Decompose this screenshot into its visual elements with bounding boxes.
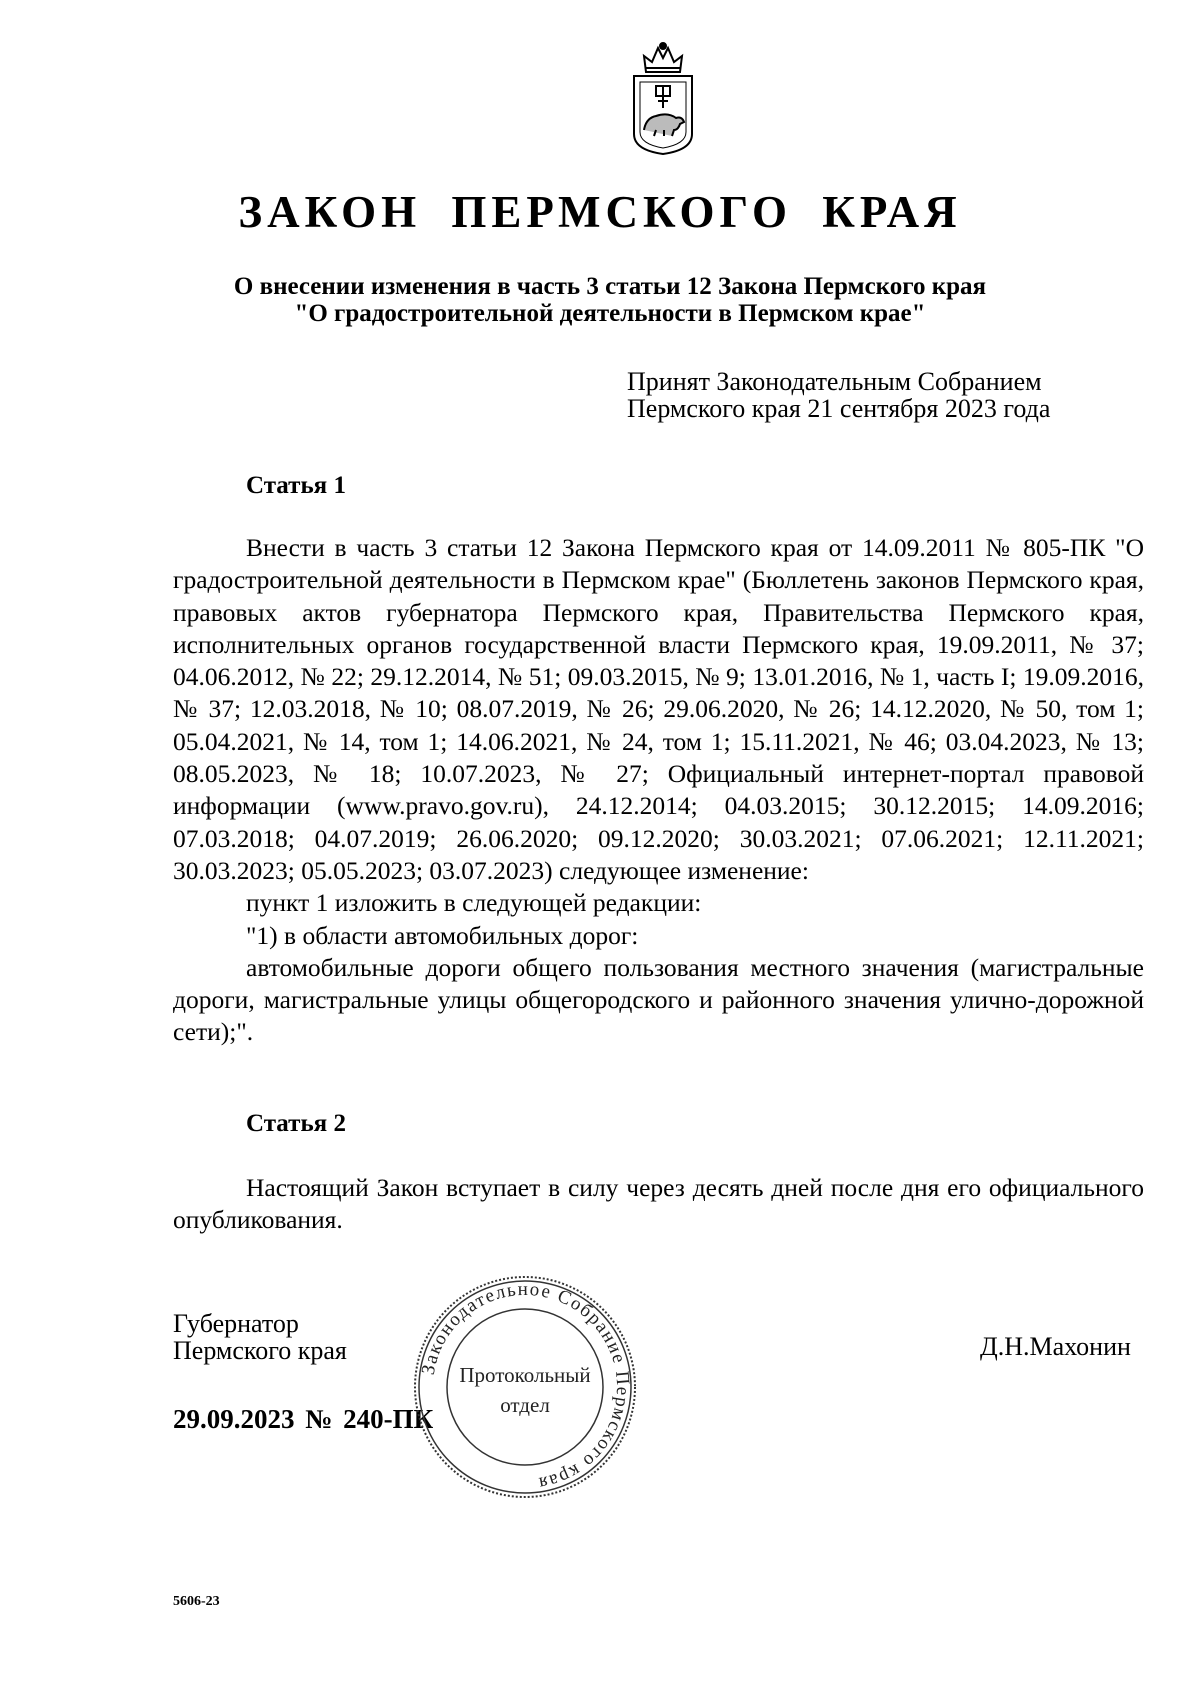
stamp-ring-text: Законодательное Собрание Пермского края [417,1278,634,1495]
position-line-1: Губернатор [173,1309,299,1338]
stamp-center-line-1: Протокольный [459,1363,591,1387]
position-line-2: Пермского края [173,1336,347,1365]
signatory-position [173,1310,347,1364]
subtitle-line-1: О внесении изменения в часть 3 статьи 12 Закона Пермского края [233,273,987,300]
article-2-heading: Статья 2 [246,1110,346,1137]
document-number: 5606-23 [173,1594,220,1609]
registration-date-number: 29.09.2023 № 240-ПК [173,1404,434,1434]
law-subtitle [180,273,1040,327]
coat-of-arms-icon [628,38,698,156]
article-2-paragraph: Настоящий Закон вступает в силу через десять дней после дня его официального опубликования. [173,1173,1144,1235]
article-1-paragraph: "1) в области автомобильных дорог: [246,920,639,950]
article-1-paragraph: пункт 1 изложить в следующей редакции: [246,888,702,918]
law-title: ЗАКОН ПЕРМСКОГО КРАЯ [238,187,962,237]
article-1-body [173,532,1144,1049]
article-2-body [173,1172,1144,1237]
adoption-note [627,368,1050,422]
adoption-line-1: Принят Законодательным Собранием [627,367,1042,396]
subtitle-line-2: "О градостроительной деятельности в Пермском крае" [294,300,926,327]
stamp-center-line-2: отдел [500,1393,550,1417]
article-1-paragraph: Внести в часть 3 статьи 12 Закона Пермского края от 14.09.2011 № 805-ПК "О градостроительной деятельности в Пермском крае" (Бюллетень законов Пермского края, правовых актов губернатора Пермского края, Правительства Пермского края, исполнительных органов государственной власти Пермского края, 19.09.2011, № 37; 04.06.2012, № 22; 29.12.2014, № 51; 09.03.2015, № 9; 13.01.2016, № 1, часть I; 19.09.2016, № 37; 12.03.2018, № 10; 08.07.2019, № 26; 29.06.2020, № 26; 14.12.2020, № 50, том 1; 05.04.2021, № 14, том 1; 14.06.2021, № 24, том 1; 15.11.2021, № 46; 03.04.2023, № 13; 08.05.2023, № 18; 10.07.2023, № 27; Официальный интернет-портал правовой информации (www.pravo.gov.ru), 24.12.2014; 04.03.2015; 30.12.2015; 14.09.2016; 07.03.2018; 04.07.2019; 26.06.2020; 09.12.2020; 30.03.2021; 07.06.2021; 12.11.2021; 30.03.2023; 05.05.2023; 03.07.2023) следующее изменение: [173,533,1144,885]
signatory-name: Д.Н.Махонин [980,1332,1131,1361]
adoption-line-2: Пермского края 21 сентября 2023 года [627,394,1051,423]
official-stamp [410,1272,640,1502]
article-1-paragraph: автомобильные дороги общего пользования местного значения (магистральные дороги, магистральные улицы общегородского и районного значения улично-дорожной сети);". [173,952,1144,1047]
article-1-heading: Статья 1 [246,472,346,499]
